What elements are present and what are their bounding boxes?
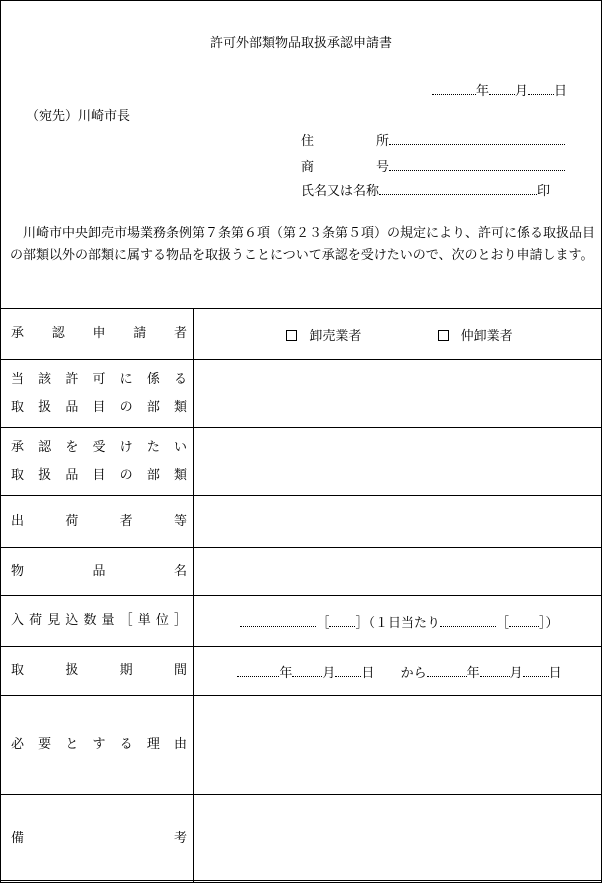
wholesaler-label: 卸売業者 bbox=[309, 328, 362, 344]
day-label: 日 bbox=[548, 665, 562, 681]
reason-input[interactable] bbox=[194, 696, 602, 795]
application-table bbox=[0, 308, 602, 883]
month-input[interactable] bbox=[489, 83, 515, 95]
row-label: 出荷者等 bbox=[1, 496, 194, 548]
row-label: 入荷見込数量［単位］ bbox=[1, 596, 194, 647]
trade-name-label-1: 商 bbox=[301, 160, 315, 175]
row-label: 承認申請者 bbox=[1, 309, 194, 360]
trade-name-row bbox=[301, 156, 565, 175]
trade-name-input[interactable] bbox=[389, 159, 565, 171]
table-row bbox=[1, 428, 602, 496]
bracket: ［ bbox=[496, 615, 510, 631]
remarks-input[interactable] bbox=[194, 795, 602, 883]
month-label: 月 bbox=[509, 665, 523, 681]
end-day-input[interactable] bbox=[523, 665, 549, 677]
row-label: 物品名 bbox=[1, 548, 194, 596]
table-row bbox=[1, 696, 602, 795]
year-label: 年 bbox=[279, 665, 293, 681]
table-row bbox=[1, 596, 602, 647]
row-label: 承認を受けたい 取扱品目の部類 bbox=[1, 428, 194, 496]
bracket: ］） bbox=[539, 615, 559, 631]
per-day-label: （１日当たり bbox=[368, 615, 440, 631]
current-category-input[interactable] bbox=[194, 360, 602, 428]
address-label-2: 所 bbox=[376, 134, 390, 149]
seal-label: 印 bbox=[537, 184, 551, 199]
quantity-input[interactable] bbox=[240, 615, 316, 627]
month-label: 月 bbox=[322, 665, 336, 681]
year-input[interactable] bbox=[432, 83, 476, 95]
table-row bbox=[1, 309, 602, 360]
shipper-input[interactable] bbox=[194, 496, 602, 548]
day-input[interactable] bbox=[528, 83, 554, 95]
intermediate-label: 仲卸業者 bbox=[460, 328, 513, 344]
address-input[interactable] bbox=[389, 133, 565, 145]
daily-unit-input[interactable] bbox=[509, 615, 539, 627]
body-text: 川崎市中央卸売市場業務条例第７条第６項（第２３条第５項）の規定により、許可に係る取扱品目の部類以外の部類に属する物品を取扱うことについて承認を受けたいので、次のとおり申請します。 bbox=[10, 226, 596, 263]
unit-input[interactable] bbox=[329, 615, 355, 627]
bracket: ［ bbox=[316, 615, 330, 631]
name-label: 氏名又は名称 bbox=[301, 184, 380, 199]
row-label: 必要とする理由 bbox=[1, 696, 194, 795]
row-label: 備考 bbox=[1, 795, 194, 883]
addressee: （宛先）川崎市長 bbox=[26, 109, 131, 124]
end-year-input[interactable] bbox=[427, 665, 467, 677]
start-day-input[interactable] bbox=[335, 665, 361, 677]
row-label: 取扱期間 bbox=[1, 647, 194, 696]
trade-name-label-2: 号 bbox=[376, 160, 390, 175]
name-input[interactable] bbox=[379, 183, 537, 195]
table-row bbox=[1, 360, 602, 428]
bracket: ］ bbox=[355, 615, 369, 631]
table-row bbox=[1, 647, 602, 696]
address-label-1: 住 bbox=[301, 134, 315, 149]
daily-quantity-input[interactable] bbox=[440, 615, 496, 627]
start-month-input[interactable] bbox=[292, 665, 322, 677]
requested-category-input[interactable] bbox=[194, 428, 602, 496]
applicant-type-cell bbox=[194, 309, 602, 360]
year-label: 年 bbox=[476, 84, 490, 99]
table-row bbox=[1, 548, 602, 596]
table-row bbox=[1, 496, 602, 548]
row-label: 当該許可に係る 取扱品目の部類 bbox=[1, 360, 194, 428]
wholesaler-checkbox[interactable] bbox=[286, 330, 297, 341]
day-label: 日 bbox=[361, 665, 375, 681]
date-field bbox=[432, 80, 567, 99]
address-row bbox=[301, 130, 565, 149]
item-name-input[interactable] bbox=[194, 548, 602, 596]
year-label: 年 bbox=[466, 665, 480, 681]
period-cell bbox=[194, 647, 602, 696]
end-month-input[interactable] bbox=[480, 665, 510, 677]
month-label: 月 bbox=[515, 84, 529, 99]
from-label: から bbox=[400, 665, 427, 681]
quantity-cell bbox=[194, 596, 602, 647]
start-year-input[interactable] bbox=[237, 665, 279, 677]
name-row bbox=[301, 180, 550, 199]
form-title: 許可外部類物品取扱承認申請書 bbox=[209, 36, 392, 51]
day-label: 日 bbox=[554, 84, 568, 99]
intermediate-checkbox[interactable] bbox=[438, 330, 449, 341]
table-row bbox=[1, 795, 602, 883]
